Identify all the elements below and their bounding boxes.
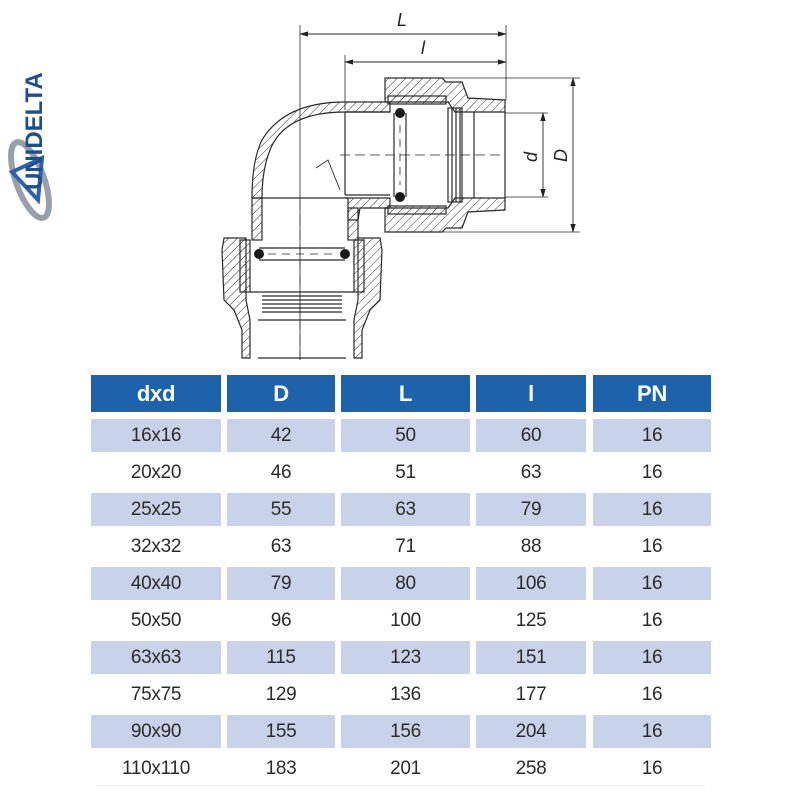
- brand-name: UNIDELTA: [21, 72, 48, 190]
- cell-PN: 16: [641, 461, 663, 483]
- table-row: [91, 530, 711, 563]
- cell-D: 129: [265, 683, 297, 705]
- cell-dxd: 16x16: [91, 419, 221, 452]
- cell-dxd: 90x90: [91, 715, 221, 748]
- elbow-cross-section-icon: [0, 0, 800, 370]
- cell-dxd: 75x75: [130, 683, 182, 705]
- table-row: [91, 419, 711, 452]
- cell-L: 136: [390, 683, 421, 705]
- dimension-label-l: l: [421, 38, 425, 58]
- technical-drawing: [0, 0, 800, 370]
- cell-PN: 16: [593, 715, 711, 748]
- cell-L: 63: [341, 493, 470, 526]
- dimension-label-D: D: [551, 149, 571, 162]
- cell-PN: 16: [641, 683, 663, 705]
- cell-l: 88: [520, 535, 542, 557]
- cell-L: 156: [341, 715, 470, 748]
- cell-l: 79: [476, 493, 586, 526]
- column-header-dxd: dxd: [91, 375, 221, 412]
- cell-L: 201: [390, 757, 421, 779]
- cell-PN: 16: [641, 535, 663, 557]
- cell-L: 123: [341, 641, 470, 674]
- table-row: [91, 567, 711, 600]
- cell-PN: 16: [593, 567, 711, 600]
- cell-PN: 16: [641, 757, 663, 779]
- cell-l: 106: [476, 567, 586, 600]
- cell-L: 71: [395, 535, 416, 557]
- cell-dxd: 40x40: [91, 567, 221, 600]
- cell-D: 183: [265, 757, 297, 779]
- cell-D: 46: [270, 461, 292, 483]
- cell-dxd: 63x63: [91, 641, 221, 674]
- column-header-PN: PN: [593, 375, 711, 412]
- cell-D: 115: [227, 641, 335, 674]
- cell-dxd: 32x32: [130, 535, 182, 557]
- cell-dxd: 25x25: [91, 493, 221, 526]
- cell-PN: 16: [593, 493, 711, 526]
- dimension-label-d: d: [521, 151, 541, 162]
- cell-D: 96: [270, 609, 292, 631]
- cell-l: 63: [520, 461, 542, 483]
- cell-L: 80: [341, 567, 470, 600]
- cell-D: 42: [227, 419, 335, 452]
- cell-l: 60: [476, 419, 586, 452]
- table-row: [91, 604, 711, 637]
- table-row: [91, 715, 711, 748]
- column-header-D: D: [227, 375, 335, 412]
- cell-L: 50: [341, 419, 470, 452]
- cell-l: 258: [515, 757, 547, 779]
- table-row: [91, 752, 711, 785]
- table-row: [91, 493, 711, 526]
- cell-l: 204: [476, 715, 586, 748]
- table-row: [91, 641, 711, 674]
- cell-L: 51: [395, 461, 416, 483]
- cell-dxd: 110x110: [122, 757, 190, 779]
- column-header-L: L: [341, 375, 470, 412]
- table-bottom-rule: [96, 785, 706, 786]
- cell-dxd: 20x20: [130, 461, 182, 483]
- dimension-label-L: L: [397, 10, 408, 30]
- cell-l: 125: [515, 609, 547, 631]
- column-header-l: l: [476, 375, 586, 412]
- cell-D: 55: [227, 493, 335, 526]
- cell-dxd: 50x50: [130, 609, 182, 631]
- cell-l: 177: [515, 683, 547, 705]
- cell-D: 79: [227, 567, 335, 600]
- cell-L: 100: [390, 609, 421, 631]
- cell-PN: 16: [593, 641, 711, 674]
- cell-PN: 16: [593, 419, 711, 452]
- cell-D: 63: [270, 535, 292, 557]
- table-row: [91, 678, 711, 711]
- cell-l: 151: [476, 641, 586, 674]
- cell-PN: 16: [641, 609, 663, 631]
- table-row: [91, 456, 711, 489]
- table-header-row: [91, 375, 711, 408]
- cell-D: 155: [227, 715, 335, 748]
